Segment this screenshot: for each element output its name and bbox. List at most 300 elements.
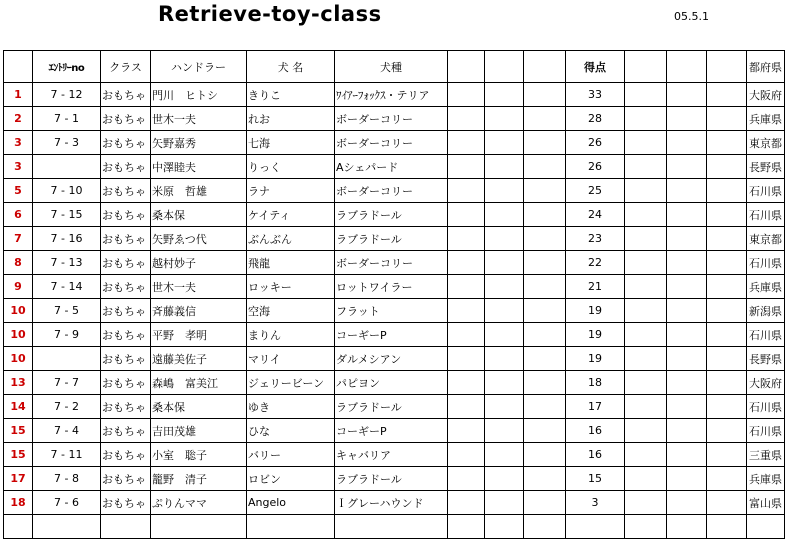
blank-cell — [485, 227, 524, 251]
table-row — [4, 83, 785, 107]
rank-cell: 3 — [4, 155, 33, 179]
breed-cell: ボーダーコリー — [335, 107, 448, 131]
class-cell: おもちゃ — [101, 83, 151, 107]
rank-cell: 17 — [4, 467, 33, 491]
blank-cell — [707, 275, 747, 299]
blank-cell — [485, 371, 524, 395]
prefecture-cell: 大阪府 — [747, 83, 785, 107]
blank-cell — [335, 515, 448, 539]
blank-cell — [448, 347, 485, 371]
blank-cell — [566, 515, 625, 539]
class-cell: おもちゃ — [101, 467, 151, 491]
blank-cell — [524, 371, 566, 395]
dog-name-cell: 空海 — [247, 299, 335, 323]
blank-cell — [485, 395, 524, 419]
table-row — [4, 155, 785, 179]
blank-cell — [524, 491, 566, 515]
table-row — [4, 107, 785, 131]
blank-cell — [448, 83, 485, 107]
blank-cell — [667, 203, 707, 227]
blank-cell — [625, 203, 667, 227]
blank-cell — [524, 275, 566, 299]
blank-cell — [448, 107, 485, 131]
prefecture-cell: 長野県 — [747, 155, 785, 179]
handler-cell: ぷりんママ — [151, 491, 247, 515]
score-cell: 28 — [566, 107, 625, 131]
entry-no-cell: 7 - 13 — [33, 251, 101, 275]
blank-cell — [625, 227, 667, 251]
entry-no-cell: 7 - 11 — [33, 443, 101, 467]
handler-cell: 平野 孝明 — [151, 323, 247, 347]
blank-cell — [485, 323, 524, 347]
score-cell: 17 — [566, 395, 625, 419]
header-score: 得点 — [566, 51, 625, 83]
class-cell: おもちゃ — [101, 299, 151, 323]
blank-cell — [625, 275, 667, 299]
blank-cell — [448, 323, 485, 347]
prefecture-cell: 石川県 — [747, 323, 785, 347]
entry-no-cell: 7 - 8 — [33, 467, 101, 491]
rank-cell: 5 — [4, 179, 33, 203]
breed-cell: キャバリア — [335, 443, 448, 467]
rank-cell: 13 — [4, 371, 33, 395]
class-cell: おもちゃ — [101, 107, 151, 131]
blank-cell — [707, 395, 747, 419]
blank-cell — [667, 491, 707, 515]
blank-cell — [667, 347, 707, 371]
blank-cell — [625, 83, 667, 107]
blank-cell — [667, 371, 707, 395]
blank-cell — [448, 251, 485, 275]
table-row — [4, 419, 785, 443]
blank-cell — [524, 227, 566, 251]
dog-name-cell: りっく — [247, 155, 335, 179]
handler-cell: 米原 哲雄 — [151, 179, 247, 203]
blank-cell — [485, 347, 524, 371]
table-row — [4, 131, 785, 155]
blank-cell — [485, 179, 524, 203]
blank-cell — [448, 227, 485, 251]
breed-cell: ラブラドール — [335, 227, 448, 251]
page-title: Retrieve-toy-class — [158, 2, 382, 26]
dog-name-cell: 七海 — [247, 131, 335, 155]
table-row — [4, 371, 785, 395]
score-cell: 3 — [566, 491, 625, 515]
blank-cell — [667, 227, 707, 251]
blank-cell — [485, 155, 524, 179]
blank-cell — [707, 443, 747, 467]
dog-name-cell: ラナ — [247, 179, 335, 203]
blank-cell — [625, 131, 667, 155]
blank-cell — [247, 515, 335, 539]
class-cell: おもちゃ — [101, 131, 151, 155]
dog-name-cell: ロッキー — [247, 275, 335, 299]
blank-cell — [747, 515, 785, 539]
prefecture-cell: 石川県 — [747, 203, 785, 227]
blank-cell — [448, 299, 485, 323]
handler-cell: 越村妙子 — [151, 251, 247, 275]
blank-cell — [485, 251, 524, 275]
prefecture-cell: 兵庫県 — [747, 467, 785, 491]
rank-cell: 18 — [4, 491, 33, 515]
blank-cell — [625, 347, 667, 371]
blank-cell — [448, 419, 485, 443]
blank-cell — [667, 395, 707, 419]
prefecture-cell: 東京都 — [747, 131, 785, 155]
blank-cell — [707, 203, 747, 227]
blank-cell — [485, 515, 524, 539]
blank-cell — [667, 299, 707, 323]
blank-cell — [485, 83, 524, 107]
handler-cell: 世木一夫 — [151, 275, 247, 299]
blank-cell — [448, 395, 485, 419]
class-cell: おもちゃ — [101, 443, 151, 467]
prefecture-cell: 東京都 — [747, 227, 785, 251]
blank-cell — [667, 515, 707, 539]
blank-cell — [667, 155, 707, 179]
entry-no-cell: 7 - 16 — [33, 227, 101, 251]
blank-cell — [151, 515, 247, 539]
table-row — [4, 275, 785, 299]
table-row — [4, 467, 785, 491]
breed-cell: ﾜｲｱｰﾌｫｯｸｽ・テリア — [335, 83, 448, 107]
handler-cell: 小室 聡子 — [151, 443, 247, 467]
blank-cell — [485, 443, 524, 467]
blank-cell — [625, 155, 667, 179]
blank-cell — [524, 83, 566, 107]
rank-cell: 10 — [4, 299, 33, 323]
score-cell: 21 — [566, 275, 625, 299]
prefecture-cell: 長野県 — [747, 347, 785, 371]
header-prefecture: 都府県 — [747, 51, 785, 83]
breed-cell: ボーダーコリー — [335, 251, 448, 275]
dog-name-cell: バリー — [247, 443, 335, 467]
entry-no-cell: 7 - 4 — [33, 419, 101, 443]
blank-cell — [625, 107, 667, 131]
blank-cell — [707, 131, 747, 155]
blank-cell — [667, 323, 707, 347]
header-entry-no: ｴﾝﾄﾘｰno — [33, 51, 101, 83]
blank-cell — [625, 251, 667, 275]
blank-cell — [707, 83, 747, 107]
blank-cell — [625, 299, 667, 323]
blank-cell — [33, 515, 101, 539]
handler-cell: 世木一夫 — [151, 107, 247, 131]
blank-cell — [707, 371, 747, 395]
class-cell: おもちゃ — [101, 179, 151, 203]
blank-cell — [667, 179, 707, 203]
blank-cell — [707, 467, 747, 491]
table-row — [4, 491, 785, 515]
entry-no-cell: 7 - 9 — [33, 323, 101, 347]
prefecture-cell: 兵庫県 — [747, 275, 785, 299]
header-blank — [448, 51, 485, 83]
blank-cell — [667, 443, 707, 467]
table-row — [4, 179, 785, 203]
rank-cell: 3 — [4, 131, 33, 155]
handler-cell: 桑本保 — [151, 203, 247, 227]
handler-cell: 遠藤美佐子 — [151, 347, 247, 371]
blank-cell — [707, 491, 747, 515]
entry-no-cell: 7 - 10 — [33, 179, 101, 203]
blank-cell — [448, 155, 485, 179]
score-cell: 24 — [566, 203, 625, 227]
rank-cell: 2 — [4, 107, 33, 131]
class-cell: おもちゃ — [101, 203, 151, 227]
blank-cell — [448, 179, 485, 203]
blank-cell — [625, 419, 667, 443]
date-label: 05.5.1 — [674, 10, 709, 23]
table-row — [4, 203, 785, 227]
header-rank — [4, 51, 33, 83]
handler-cell: 吉田茂雄 — [151, 419, 247, 443]
blank-cell — [485, 131, 524, 155]
class-cell: おもちゃ — [101, 275, 151, 299]
prefecture-cell: 新潟県 — [747, 299, 785, 323]
rank-cell: 15 — [4, 419, 33, 443]
score-cell: 16 — [566, 443, 625, 467]
handler-cell: 矢野ゑつ代 — [151, 227, 247, 251]
blank-cell — [485, 107, 524, 131]
entry-no-cell: 7 - 5 — [33, 299, 101, 323]
class-cell: おもちゃ — [101, 227, 151, 251]
score-cell: 22 — [566, 251, 625, 275]
entry-no-cell: 7 - 7 — [33, 371, 101, 395]
header-blank — [707, 51, 747, 83]
table-row — [4, 251, 785, 275]
header-blank — [485, 51, 524, 83]
blank-cell — [524, 515, 566, 539]
breed-cell: ダルメシアン — [335, 347, 448, 371]
blank-cell — [524, 251, 566, 275]
blank-cell — [524, 443, 566, 467]
dog-name-cell: きりこ — [247, 83, 335, 107]
dog-name-cell: マリイ — [247, 347, 335, 371]
table-row — [4, 323, 785, 347]
table-row — [4, 347, 785, 371]
score-cell: 19 — [566, 347, 625, 371]
breed-cell: パピヨン — [335, 371, 448, 395]
blank-cell — [524, 395, 566, 419]
blank-cell — [485, 419, 524, 443]
blank-cell — [524, 299, 566, 323]
blank-cell — [485, 467, 524, 491]
class-cell: おもちゃ — [101, 491, 151, 515]
blank-cell — [448, 275, 485, 299]
score-cell: 16 — [566, 419, 625, 443]
breed-cell: ラブラドール — [335, 203, 448, 227]
handler-cell: 矢野嘉秀 — [151, 131, 247, 155]
entry-no-cell: 7 - 2 — [33, 395, 101, 419]
prefecture-cell: 大阪府 — [747, 371, 785, 395]
breed-cell: フラット — [335, 299, 448, 323]
score-cell: 26 — [566, 131, 625, 155]
rank-cell: 6 — [4, 203, 33, 227]
blank-cell — [625, 371, 667, 395]
dog-name-cell: ケイティ — [247, 203, 335, 227]
blank-cell — [101, 515, 151, 539]
blank-cell — [485, 491, 524, 515]
dog-name-cell: ぶんぶん — [247, 227, 335, 251]
entry-no-cell — [33, 155, 101, 179]
class-cell: おもちゃ — [101, 155, 151, 179]
blank-cell — [625, 443, 667, 467]
handler-cell: 籠野 清子 — [151, 467, 247, 491]
prefecture-cell: 石川県 — [747, 251, 785, 275]
blank-cell — [707, 251, 747, 275]
blank-cell — [625, 515, 667, 539]
prefecture-cell: 石川県 — [747, 395, 785, 419]
blank-cell — [707, 227, 747, 251]
prefecture-cell: 石川県 — [747, 419, 785, 443]
class-cell: おもちゃ — [101, 395, 151, 419]
table-header-row — [4, 51, 785, 83]
class-cell: おもちゃ — [101, 323, 151, 347]
score-cell: 26 — [566, 155, 625, 179]
score-cell: 33 — [566, 83, 625, 107]
blank-cell — [448, 371, 485, 395]
blank-cell — [707, 323, 747, 347]
entry-no-cell: 7 - 6 — [33, 491, 101, 515]
rank-cell: 7 — [4, 227, 33, 251]
breed-cell: ラブラドール — [335, 467, 448, 491]
prefecture-cell: 兵庫県 — [747, 107, 785, 131]
blank-cell — [707, 515, 747, 539]
class-cell: おもちゃ — [101, 251, 151, 275]
blank-cell — [707, 155, 747, 179]
score-cell: 23 — [566, 227, 625, 251]
prefecture-cell: 富山県 — [747, 491, 785, 515]
blank-cell — [667, 467, 707, 491]
blank-cell — [667, 419, 707, 443]
blank-cell — [524, 107, 566, 131]
entry-no-cell: 7 - 15 — [33, 203, 101, 227]
dog-name-cell: ロビン — [247, 467, 335, 491]
table-row — [4, 395, 785, 419]
blank-cell — [524, 419, 566, 443]
blank-cell — [448, 443, 485, 467]
breed-cell: ロットワイラー — [335, 275, 448, 299]
blank-cell — [707, 107, 747, 131]
blank-cell — [524, 203, 566, 227]
blank-cell — [667, 83, 707, 107]
blank-cell — [448, 515, 485, 539]
blank-cell — [448, 491, 485, 515]
blank-cell — [667, 107, 707, 131]
dog-name-cell: れお — [247, 107, 335, 131]
blank-cell — [667, 251, 707, 275]
table-row — [4, 443, 785, 467]
score-cell: 25 — [566, 179, 625, 203]
blank-cell — [524, 467, 566, 491]
blank-cell — [524, 155, 566, 179]
rank-cell: 15 — [4, 443, 33, 467]
blank-cell — [485, 275, 524, 299]
handler-cell: 桑本保 — [151, 395, 247, 419]
blank-cell — [448, 467, 485, 491]
dog-name-cell: まりん — [247, 323, 335, 347]
blank-cell — [707, 179, 747, 203]
blank-cell — [524, 131, 566, 155]
dog-name-cell: ジェリービーン — [247, 371, 335, 395]
score-cell: 19 — [566, 299, 625, 323]
rank-cell: 9 — [4, 275, 33, 299]
header-breed: 犬種 — [335, 51, 448, 83]
breed-cell: ボーダーコリー — [335, 179, 448, 203]
header-dog-name: 犬 名 — [247, 51, 335, 83]
class-cell: おもちゃ — [101, 347, 151, 371]
dog-name-cell: Angelo — [247, 491, 335, 515]
blank-cell — [625, 323, 667, 347]
header-blank — [625, 51, 667, 83]
blank-cell — [524, 179, 566, 203]
blank-cell — [625, 179, 667, 203]
score-cell: 19 — [566, 323, 625, 347]
rank-cell: 8 — [4, 251, 33, 275]
rank-cell: 10 — [4, 347, 33, 371]
blank-cell — [448, 203, 485, 227]
rank-cell: 14 — [4, 395, 33, 419]
breed-cell: Aシェパード — [335, 155, 448, 179]
prefecture-cell: 三重県 — [747, 443, 785, 467]
handler-cell: 森嶋 富美江 — [151, 371, 247, 395]
score-cell: 15 — [566, 467, 625, 491]
breed-cell: Ｉグレーハウンド — [335, 491, 448, 515]
handler-cell: 中澤睦夫 — [151, 155, 247, 179]
blank-cell — [485, 299, 524, 323]
breed-cell: ラブラドール — [335, 395, 448, 419]
header-class: クラス — [101, 51, 151, 83]
blank-cell — [625, 491, 667, 515]
entry-no-cell — [33, 347, 101, 371]
header-handler: ハンドラー — [151, 51, 247, 83]
header-blank — [524, 51, 566, 83]
entry-no-cell: 7 - 1 — [33, 107, 101, 131]
entry-no-cell: 7 - 12 — [33, 83, 101, 107]
blank-cell — [707, 299, 747, 323]
blank-cell — [667, 131, 707, 155]
empty-row — [4, 515, 785, 539]
dog-name-cell: ひな — [247, 419, 335, 443]
handler-cell: 斉藤義信 — [151, 299, 247, 323]
score-cell: 18 — [566, 371, 625, 395]
class-cell: おもちゃ — [101, 371, 151, 395]
blank-cell — [625, 467, 667, 491]
handler-cell: 門川 ヒトシ — [151, 83, 247, 107]
results-table — [3, 50, 785, 539]
blank-cell — [707, 419, 747, 443]
blank-cell — [448, 131, 485, 155]
dog-name-cell: ゆき — [247, 395, 335, 419]
blank-cell — [625, 395, 667, 419]
blank-cell — [4, 515, 33, 539]
entry-no-cell: 7 - 3 — [33, 131, 101, 155]
breed-cell: ボーダーコリー — [335, 131, 448, 155]
class-cell: おもちゃ — [101, 419, 151, 443]
dog-name-cell: 飛龍 — [247, 251, 335, 275]
breed-cell: コーギーP — [335, 323, 448, 347]
blank-cell — [707, 347, 747, 371]
blank-cell — [524, 347, 566, 371]
breed-cell: コーギーP — [335, 419, 448, 443]
rank-cell: 10 — [4, 323, 33, 347]
table-row — [4, 299, 785, 323]
table-row — [4, 227, 785, 251]
prefecture-cell: 石川県 — [747, 179, 785, 203]
blank-cell — [524, 323, 566, 347]
blank-cell — [667, 275, 707, 299]
entry-no-cell: 7 - 14 — [33, 275, 101, 299]
